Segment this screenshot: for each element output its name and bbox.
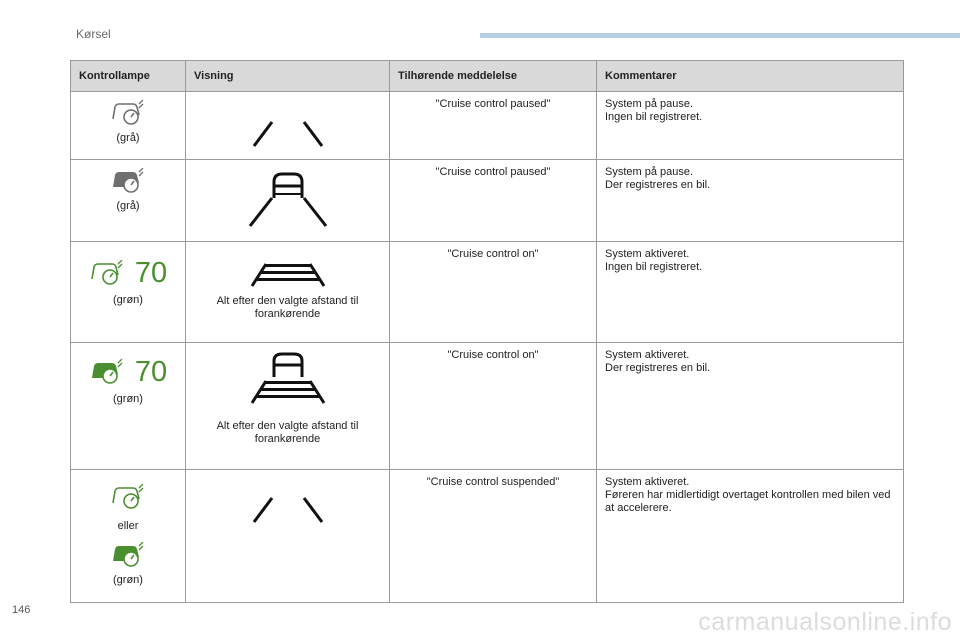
cruise-filled-green-icon [89, 359, 125, 385]
lane-bars-icon [238, 250, 338, 290]
lamp-caption: (grøn) [113, 294, 143, 306]
display-caption: Alt efter den valgte afstand til forankørende [216, 420, 359, 445]
cruise-control-table [70, 60, 904, 603]
column-header: Kommentarer [597, 61, 904, 92]
speed-value: 70 [134, 356, 168, 388]
message-cell: "Cruise control on" [390, 343, 597, 470]
column-header: Tilhørende meddelelse [390, 61, 597, 92]
message-cell: "Cruise control paused" [390, 92, 597, 160]
lamp-cell [71, 160, 186, 242]
lane-lines-icon [248, 490, 328, 530]
comment-cell: System aktiveret. Ingen bil registreret. [597, 242, 904, 343]
cruise-filled-green-icon [110, 542, 146, 568]
lamp-caption: (grøn) [113, 393, 143, 405]
cruise-filled-grey-icon [110, 168, 146, 194]
cruise-outline-green-icon [89, 260, 125, 286]
table-row [71, 470, 904, 603]
comment-cell: System på pause. Der registreres en bil. [597, 160, 904, 242]
lane-car-bars-icon [238, 351, 338, 407]
display-cell [186, 92, 390, 160]
comment-cell: System aktiveret. Der registreres en bil. [597, 343, 904, 470]
column-header: Kontrollampe [71, 61, 186, 92]
lamp-caption: (grå) [116, 132, 140, 144]
lamp-cell [71, 470, 186, 603]
table-row [71, 242, 904, 343]
table-header-row [71, 61, 904, 92]
lamp-caption: (grøn) [113, 574, 143, 586]
column-header: Visning [186, 61, 390, 92]
lane-lines-icon [248, 114, 328, 154]
lamp-cell [71, 343, 186, 470]
display-cell [186, 343, 390, 470]
section-title: Kørsel [76, 27, 111, 41]
lamp-cell [71, 242, 186, 343]
table-row [71, 343, 904, 470]
table-row [71, 92, 904, 160]
message-cell: "Cruise control on" [390, 242, 597, 343]
display-cell [186, 160, 390, 242]
table-row [71, 160, 904, 242]
comment-cell: System aktiveret. Føreren har midlertidigt overtaget kontrollen med bilen ved at accelerere. [597, 470, 904, 603]
lane-car-icon [238, 168, 338, 230]
cruise-outline-green-icon [110, 484, 146, 510]
comment-cell: System på pause. Ingen bil registreret. [597, 92, 904, 160]
lamp-caption: (grå) [116, 200, 140, 212]
message-cell: "Cruise control paused" [390, 160, 597, 242]
lamp-cell [71, 92, 186, 160]
display-cell [186, 242, 390, 343]
header-accent-bar [480, 33, 960, 38]
message-cell: "Cruise control suspended" [390, 470, 597, 603]
display-caption: Alt efter den valgte afstand til forankørende [216, 295, 359, 320]
cruise-outline-grey-icon [110, 100, 146, 126]
watermark: carmanualsonline.info [698, 608, 952, 636]
lamp-or-text: eller [117, 520, 139, 532]
page-number: 146 [12, 604, 31, 616]
display-cell [186, 470, 390, 603]
speed-value: 70 [134, 257, 168, 289]
